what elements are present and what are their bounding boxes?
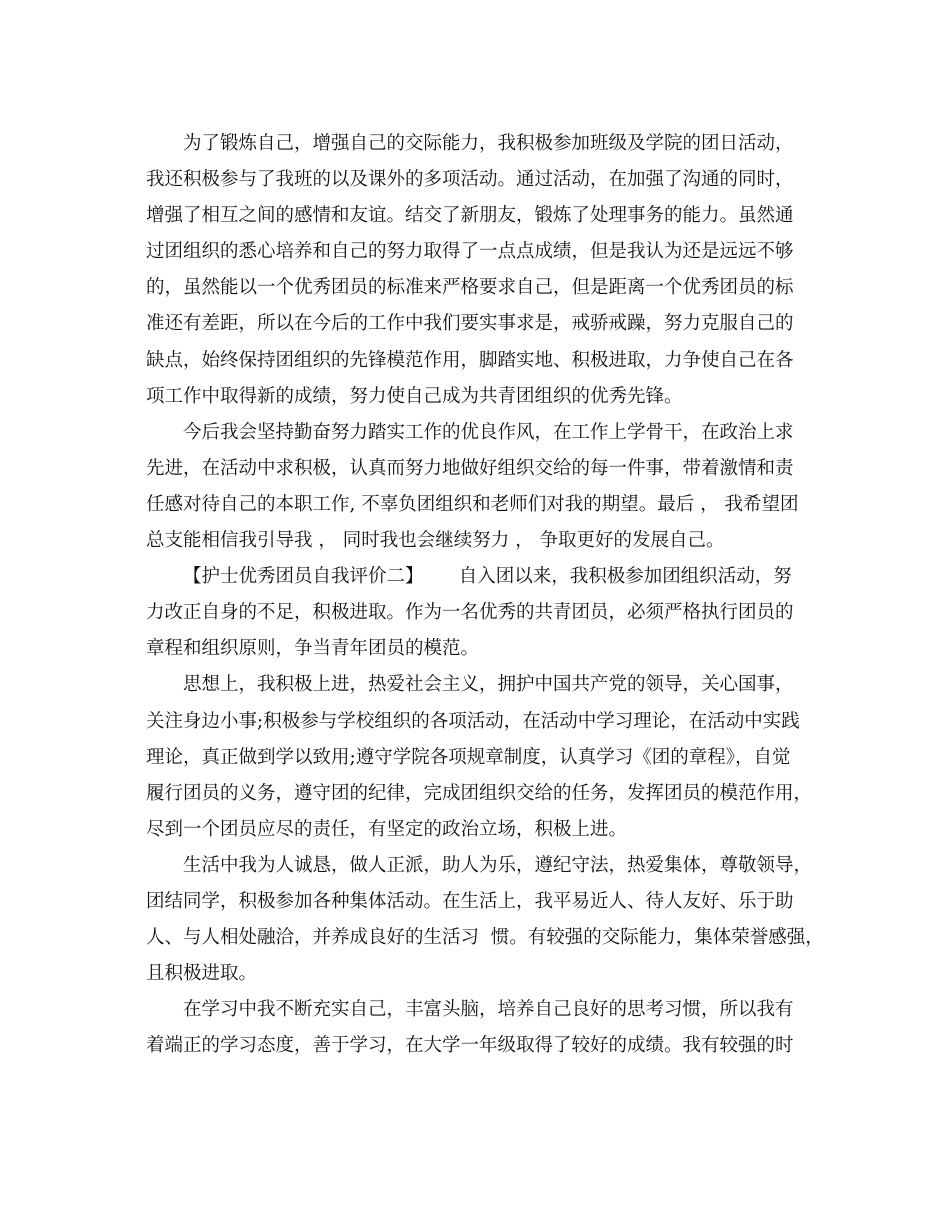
- paragraph-line: 先进，在活动中求积极，认真而努力地做好组织交给的每一件事，带着激情和责: [146, 457, 794, 479]
- paragraph-line: 缺点，始终保持团组织的先锋模范作用，脚踏实地、积极进取，力争使自己在各: [146, 349, 794, 371]
- paragraph-line: 履行团员的义务，遵守团的纪律，完成团组织交给的任务，发挥团员的模范作用，: [146, 782, 813, 804]
- paragraph-4: [146, 667, 826, 847]
- paragraph-line: 的，虽然能以一个优秀团员的标准来严格要求自己，但是距离一个优秀团员的标: [146, 277, 794, 299]
- paragraph-line: 理论，真正做到学以致用;遵守学院各项规章制度，认真学习《团的章程》，自觉: [146, 746, 791, 768]
- paragraph-1: [146, 126, 826, 415]
- paragraph-line: 团结同学，积极参加各种集体活动。在生活上，我平易近人、待人友好、乐于助: [146, 890, 794, 912]
- paragraph-line: 章程和组织原则，争当青年团员的模范。: [146, 638, 480, 660]
- paragraph-line: 项工作中取得新的成绩，努力使自己成为共青团组织的优秀先锋。: [146, 385, 683, 407]
- paragraph-3: [146, 559, 826, 667]
- paragraph-line: 关注身边小事;积极参与学校组织的各项活动，在活动中学习理论，在活动中实践: [146, 710, 800, 732]
- paragraph-line: 着端正的学习态度，善于学习，在大学一年级取得了较好的成绩。我有较强的时: [146, 1035, 794, 1057]
- paragraph-line: 生活中我为人诚恳，做人正派，助人为乐，遵纪守法，热爱集体，尊敬领导，: [183, 854, 813, 876]
- paragraph-line: 总支能相信我引导我 ， 同时我也会继续努力 ， 争取更好的发展自己。: [146, 530, 725, 552]
- paragraph-5: [146, 848, 826, 992]
- paragraph-line: 任感对待自己的本职工作, 不辜负团组织和老师们对我的期望。最后 ， 我希望团: [146, 493, 799, 515]
- section-heading-line: 【护士优秀团员自我评价二】 自入团以来，我积极参加团组织活动，努: [183, 566, 792, 588]
- paragraph-line: 力改正自身的不足，积极进取。作为一名优秀的共青团员，必须严格执行团员的: [146, 602, 794, 624]
- paragraph-line: 过团组织的悉心培养和自己的努力取得了一点点成绩，但是我认为还是远远不够: [146, 241, 794, 263]
- paragraph-2: [146, 415, 826, 559]
- paragraph-line: 增强了相互之间的感情和友谊。结交了新朋友，锻炼了处理事务的能力。虽然通: [146, 205, 794, 227]
- paragraph-line: 今后我会坚持勤奋努力踏实工作的优良作风，在工作上学骨干，在政治上求: [183, 421, 794, 443]
- paragraph-line: 人、与人相处融洽，并养成良好的生活习 惯。有较强的交际能力，集体荣誉感强，: [146, 927, 824, 949]
- paragraph-line: 为了锻炼自己，增强自己的交际能力，我积极参加班级及学院的团日活动，: [183, 133, 794, 154]
- paragraph-line: 且积极进取。: [146, 963, 258, 985]
- paragraph-line: 我还积极参与了我班的以及课外的多项活动。通过活动，在加强了沟通的同时，: [146, 169, 794, 191]
- paragraph-6: [146, 992, 826, 1064]
- paragraph-line: 准还有差距，所以在今后的工作中我们要实事求是，戒骄戒躁，努力克服自己的: [146, 313, 794, 335]
- paragraph-line: 在学习中我不断充实自己，丰富头脑，培养自己良好的思考习惯，所以我有: [183, 999, 794, 1021]
- document-body: [146, 126, 826, 1064]
- paragraph-line: 思想上，我积极上进，热爱社会主义，拥护中国共产党的领导，关心国事，: [183, 674, 794, 696]
- paragraph-line: 尽到一个团员应尽的责任，有坚定的政治立场，积极上进。: [146, 818, 628, 840]
